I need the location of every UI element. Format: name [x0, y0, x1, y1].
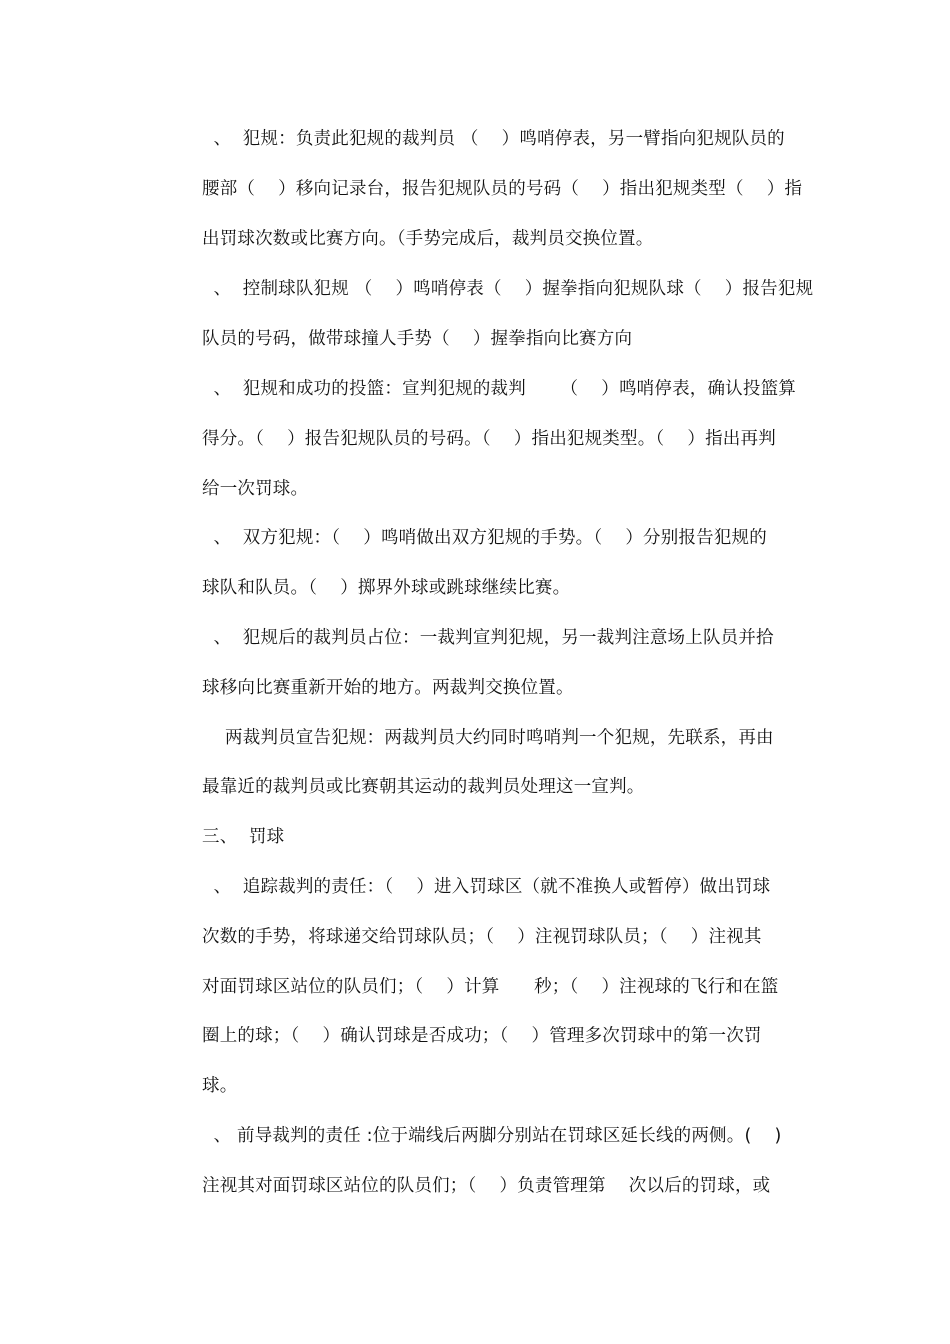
text-line: 、 犯规：负责此犯规的裁判员 （ ）鸣哨停表，另一臂指向犯规队员的 — [202, 129, 785, 149]
text-line: 注视其对面罚球区站位的队员们；（ ）负责管理第 次以后的罚球，或 — [202, 1176, 771, 1196]
text-line: 、 双方犯规：（ ）鸣哨做出双方犯规的手势。（ ）分别报告犯规的 — [202, 528, 767, 548]
text-line: 圈上的球；（ ）确认罚球是否成功；（ ）管理多次罚球中的第一次罚 — [202, 1026, 762, 1046]
text-line: 、 前导裁判的责任 :位于端线后两脚分别站在罚球区延长线的两侧。( ) — [202, 1126, 782, 1146]
text-line: 球移向比赛重新开始的地方。两裁判交换位置。 — [202, 678, 574, 698]
text-line: 最靠近的裁判员或比赛朝其运动的裁判员处理这一宣判。 — [202, 777, 645, 797]
section-heading: 三、 罚球 — [202, 827, 285, 847]
text-line: 、 犯规和成功的投篮：宣判犯规的裁判 （ ）鸣哨停表，确认投篮算 — [202, 379, 796, 399]
text-line: 球队和队员。（ ）掷界外球或跳球继续比赛。 — [202, 578, 571, 598]
text-line: 对面罚球区站位的队员们；（ ）计算 秒；（ ）注视球的飞行和在篮 — [202, 977, 779, 997]
text-line: 、 控制球队犯规 （ ）鸣哨停表（ ）握拳指向犯规队球（ ）报告犯规 — [202, 279, 814, 299]
text-line: 队员的号码，做带球撞人手势（ ）握拳指向比赛方向 — [202, 329, 633, 349]
text-line: 腰部（ ）移向记录台，报告犯规队员的号码（ ）指出犯规类型（ ）指 — [202, 179, 803, 199]
text-line: 得分。（ ）报告犯规队员的号码。（ ）指出犯规类型。（ ）指出再判 — [202, 429, 776, 449]
text-line: 球。 — [202, 1076, 238, 1096]
text-line: 、 追踪裁判的责任：（ ）进入罚球区（就不准换人或暂停）做出罚球 — [202, 877, 771, 897]
text-line: 给一次罚球。 — [202, 479, 309, 499]
text-line: 、 犯规后的裁判员占位：一裁判宣判犯规，另一裁判注意场上队员并拾 — [202, 628, 774, 648]
text-line: 出罚球次数或比赛方向。（手势完成后，裁判员交换位置。 — [202, 229, 654, 249]
text-line: 两裁判员宣告犯规：两裁判员大约同时鸣哨判一个犯规，先联系，再由 — [202, 728, 774, 748]
text-line: 次数的手势，将球递交给罚球队员；（ ）注视罚球队员；（ ）注视其 — [202, 927, 762, 947]
